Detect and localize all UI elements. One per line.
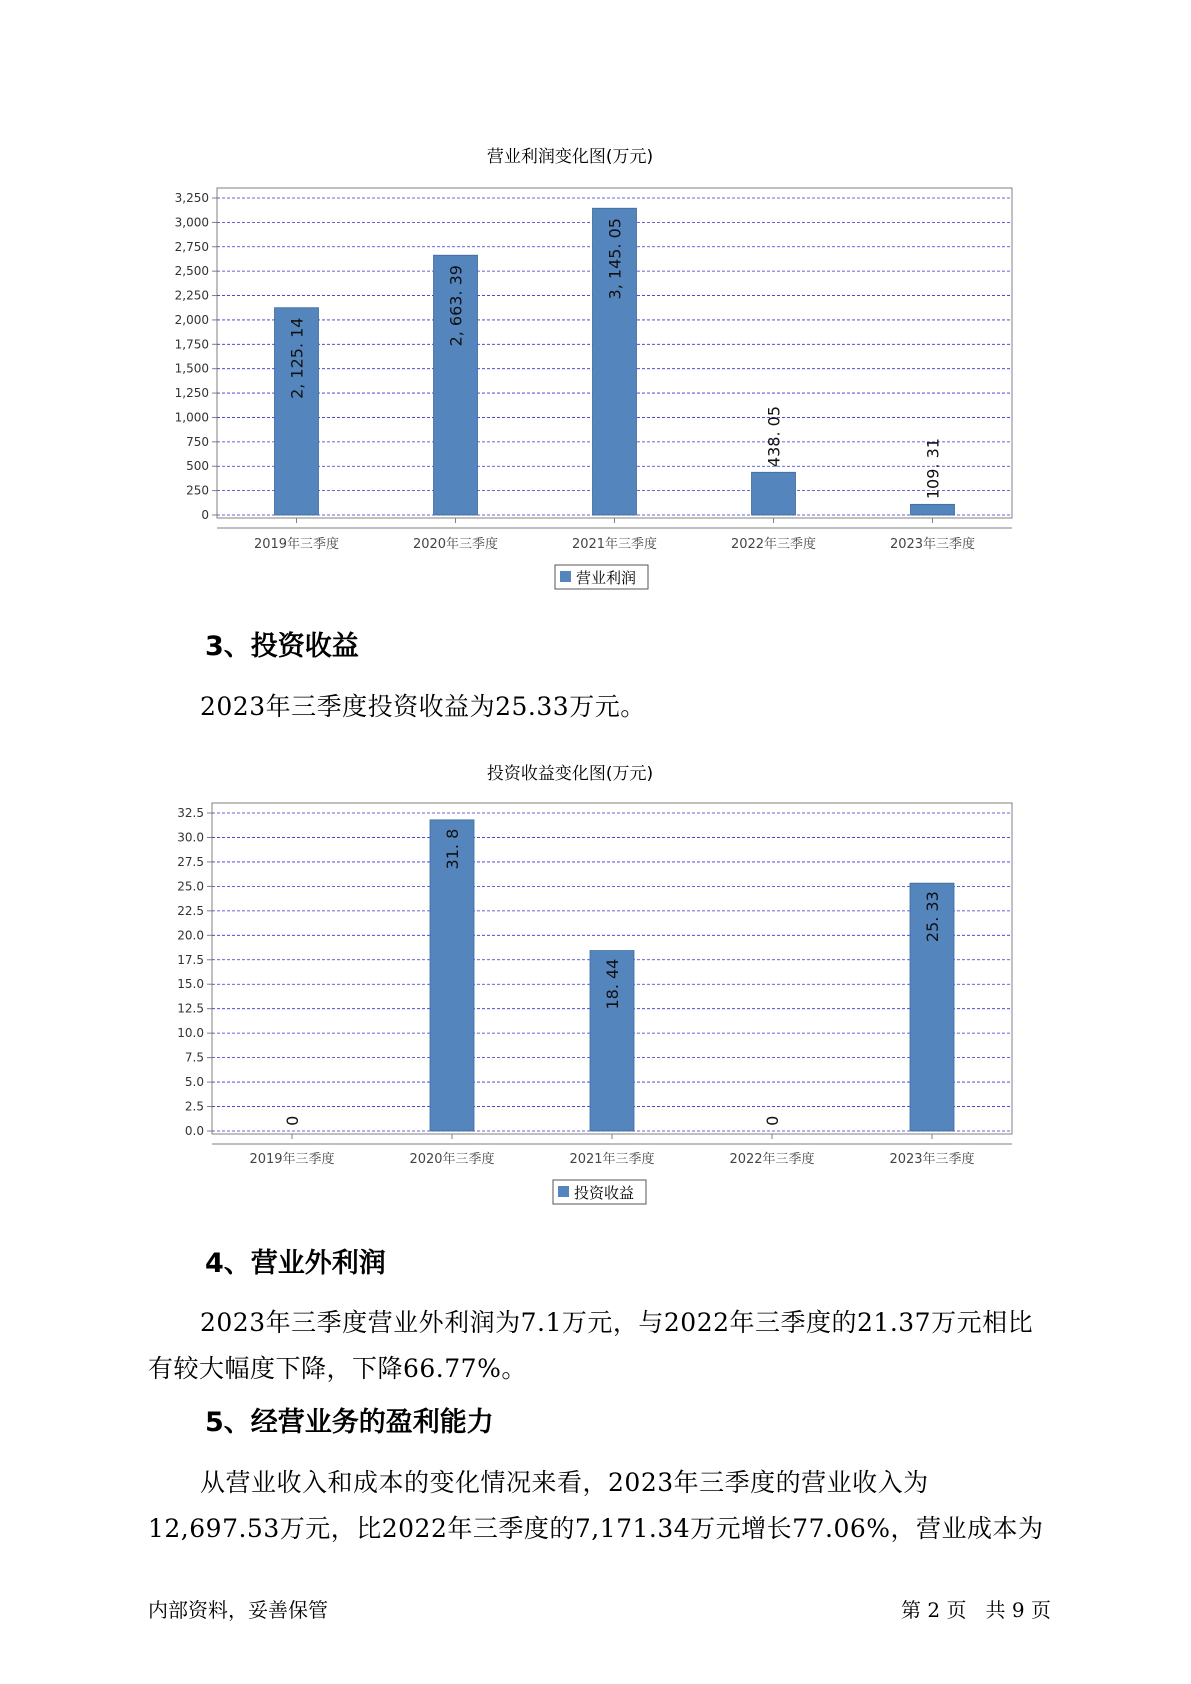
x-tick-label: 2021年三季度 xyxy=(571,537,658,552)
x-tick-label: 2023年三季度 xyxy=(889,1152,975,1167)
y-tick-label: 20.0 xyxy=(177,928,204,943)
legend-swatch xyxy=(558,1186,569,1197)
data-label: 109. 31 xyxy=(923,438,943,500)
y-tick-label: 15.0 xyxy=(177,977,204,992)
y-tick-label: 500 xyxy=(186,459,209,474)
data-label: 31. 8 xyxy=(443,828,462,870)
legend-label: 营业利润 xyxy=(576,569,637,587)
y-tick-label: 12.5 xyxy=(177,1001,204,1016)
y-tick-label: 32.5 xyxy=(177,806,204,820)
x-tick-label: 2019年三季度 xyxy=(249,1152,335,1167)
data-label: 2, 663. 39 xyxy=(446,265,466,347)
x-tick-label: 2022年三季度 xyxy=(730,537,817,552)
y-tick-label: 0 xyxy=(201,508,209,522)
y-tick-label: 2,750 xyxy=(174,239,209,254)
chart-title: 营业利润变化图(万元) xyxy=(486,147,654,167)
y-tick-label: 5.0 xyxy=(184,1075,204,1090)
data-label: 438. 05 xyxy=(764,405,784,468)
y-tick-label: 30.0 xyxy=(177,830,204,845)
section-5-heading: 5、经营业务的盈利能力 xyxy=(205,1407,494,1438)
y-tick-label: 2.5 xyxy=(184,1099,204,1114)
data-label: 18. 44 xyxy=(603,958,622,1010)
y-tick-label: 22.5 xyxy=(177,903,204,918)
legend-label: 投资收益 xyxy=(574,1184,635,1202)
footer-note: 内部资料，妥善保管 xyxy=(148,1598,328,1622)
data-label: 25. 33 xyxy=(923,891,942,943)
section-3-heading: 3、投资收益 xyxy=(205,631,359,662)
x-tick-label: 2019年三季度 xyxy=(253,537,340,552)
section-5-paragraph: 从营业收入和成本的变化情况来看，2023年三季度的营业收入为12,697.53万元，比2022年三季度的7,171.34万元增长77.06%，营业成本为 xyxy=(148,1468,1044,1543)
data-label: 2, 125. 14 xyxy=(287,317,307,399)
data-label: 3, 145. 05 xyxy=(605,218,625,300)
section-4-heading: 4、营业外利润 xyxy=(205,1248,386,1279)
y-tick-label: 1,250 xyxy=(174,386,209,401)
y-tick-label: 750 xyxy=(186,434,209,449)
y-tick-label: 25.0 xyxy=(177,879,204,894)
legend xyxy=(553,1180,646,1204)
y-tick-label: 250 xyxy=(186,483,209,498)
x-tick-label: 2020年三季度 xyxy=(412,537,499,552)
y-tick-label: 2,500 xyxy=(174,264,209,279)
y-tick-label: 0.0 xyxy=(184,1124,204,1138)
x-tick-label: 2021年三季度 xyxy=(569,1152,655,1167)
y-tick-label: 10.0 xyxy=(177,1026,204,1041)
section-3-paragraph: 2023年三季度投资收益为25.33万元。 xyxy=(200,692,646,721)
y-tick-label: 2,250 xyxy=(174,288,209,303)
data-label: 0 xyxy=(283,1115,302,1126)
y-tick-label: 17.5 xyxy=(177,952,204,967)
y-tick-label: 1,000 xyxy=(174,410,209,425)
chart-title: 投资收益变化图(万元) xyxy=(486,764,654,784)
data-label: 0 xyxy=(763,1115,782,1126)
x-tick-label: 2020年三季度 xyxy=(409,1152,495,1167)
y-tick-label: 2,000 xyxy=(174,312,209,327)
section-4-paragraph: 2023年三季度营业外利润为7.1万元，与2022年三季度的21.37万元相比有较大幅度下降，下降66.77%。 xyxy=(148,1308,1034,1383)
y-tick-label: 7.5 xyxy=(184,1050,204,1065)
x-tick-label: 2022年三季度 xyxy=(729,1152,815,1167)
page-number: 第 2 页 共 9 页 xyxy=(901,1598,1051,1622)
y-tick-label: 3,000 xyxy=(174,215,209,230)
y-tick-label: 1,500 xyxy=(174,361,209,376)
y-tick-label: 27.5 xyxy=(177,854,204,869)
y-tick-label: 3,250 xyxy=(174,191,209,205)
x-tick-label: 2023年三季度 xyxy=(889,537,976,552)
y-tick-label: 1,750 xyxy=(174,337,209,352)
